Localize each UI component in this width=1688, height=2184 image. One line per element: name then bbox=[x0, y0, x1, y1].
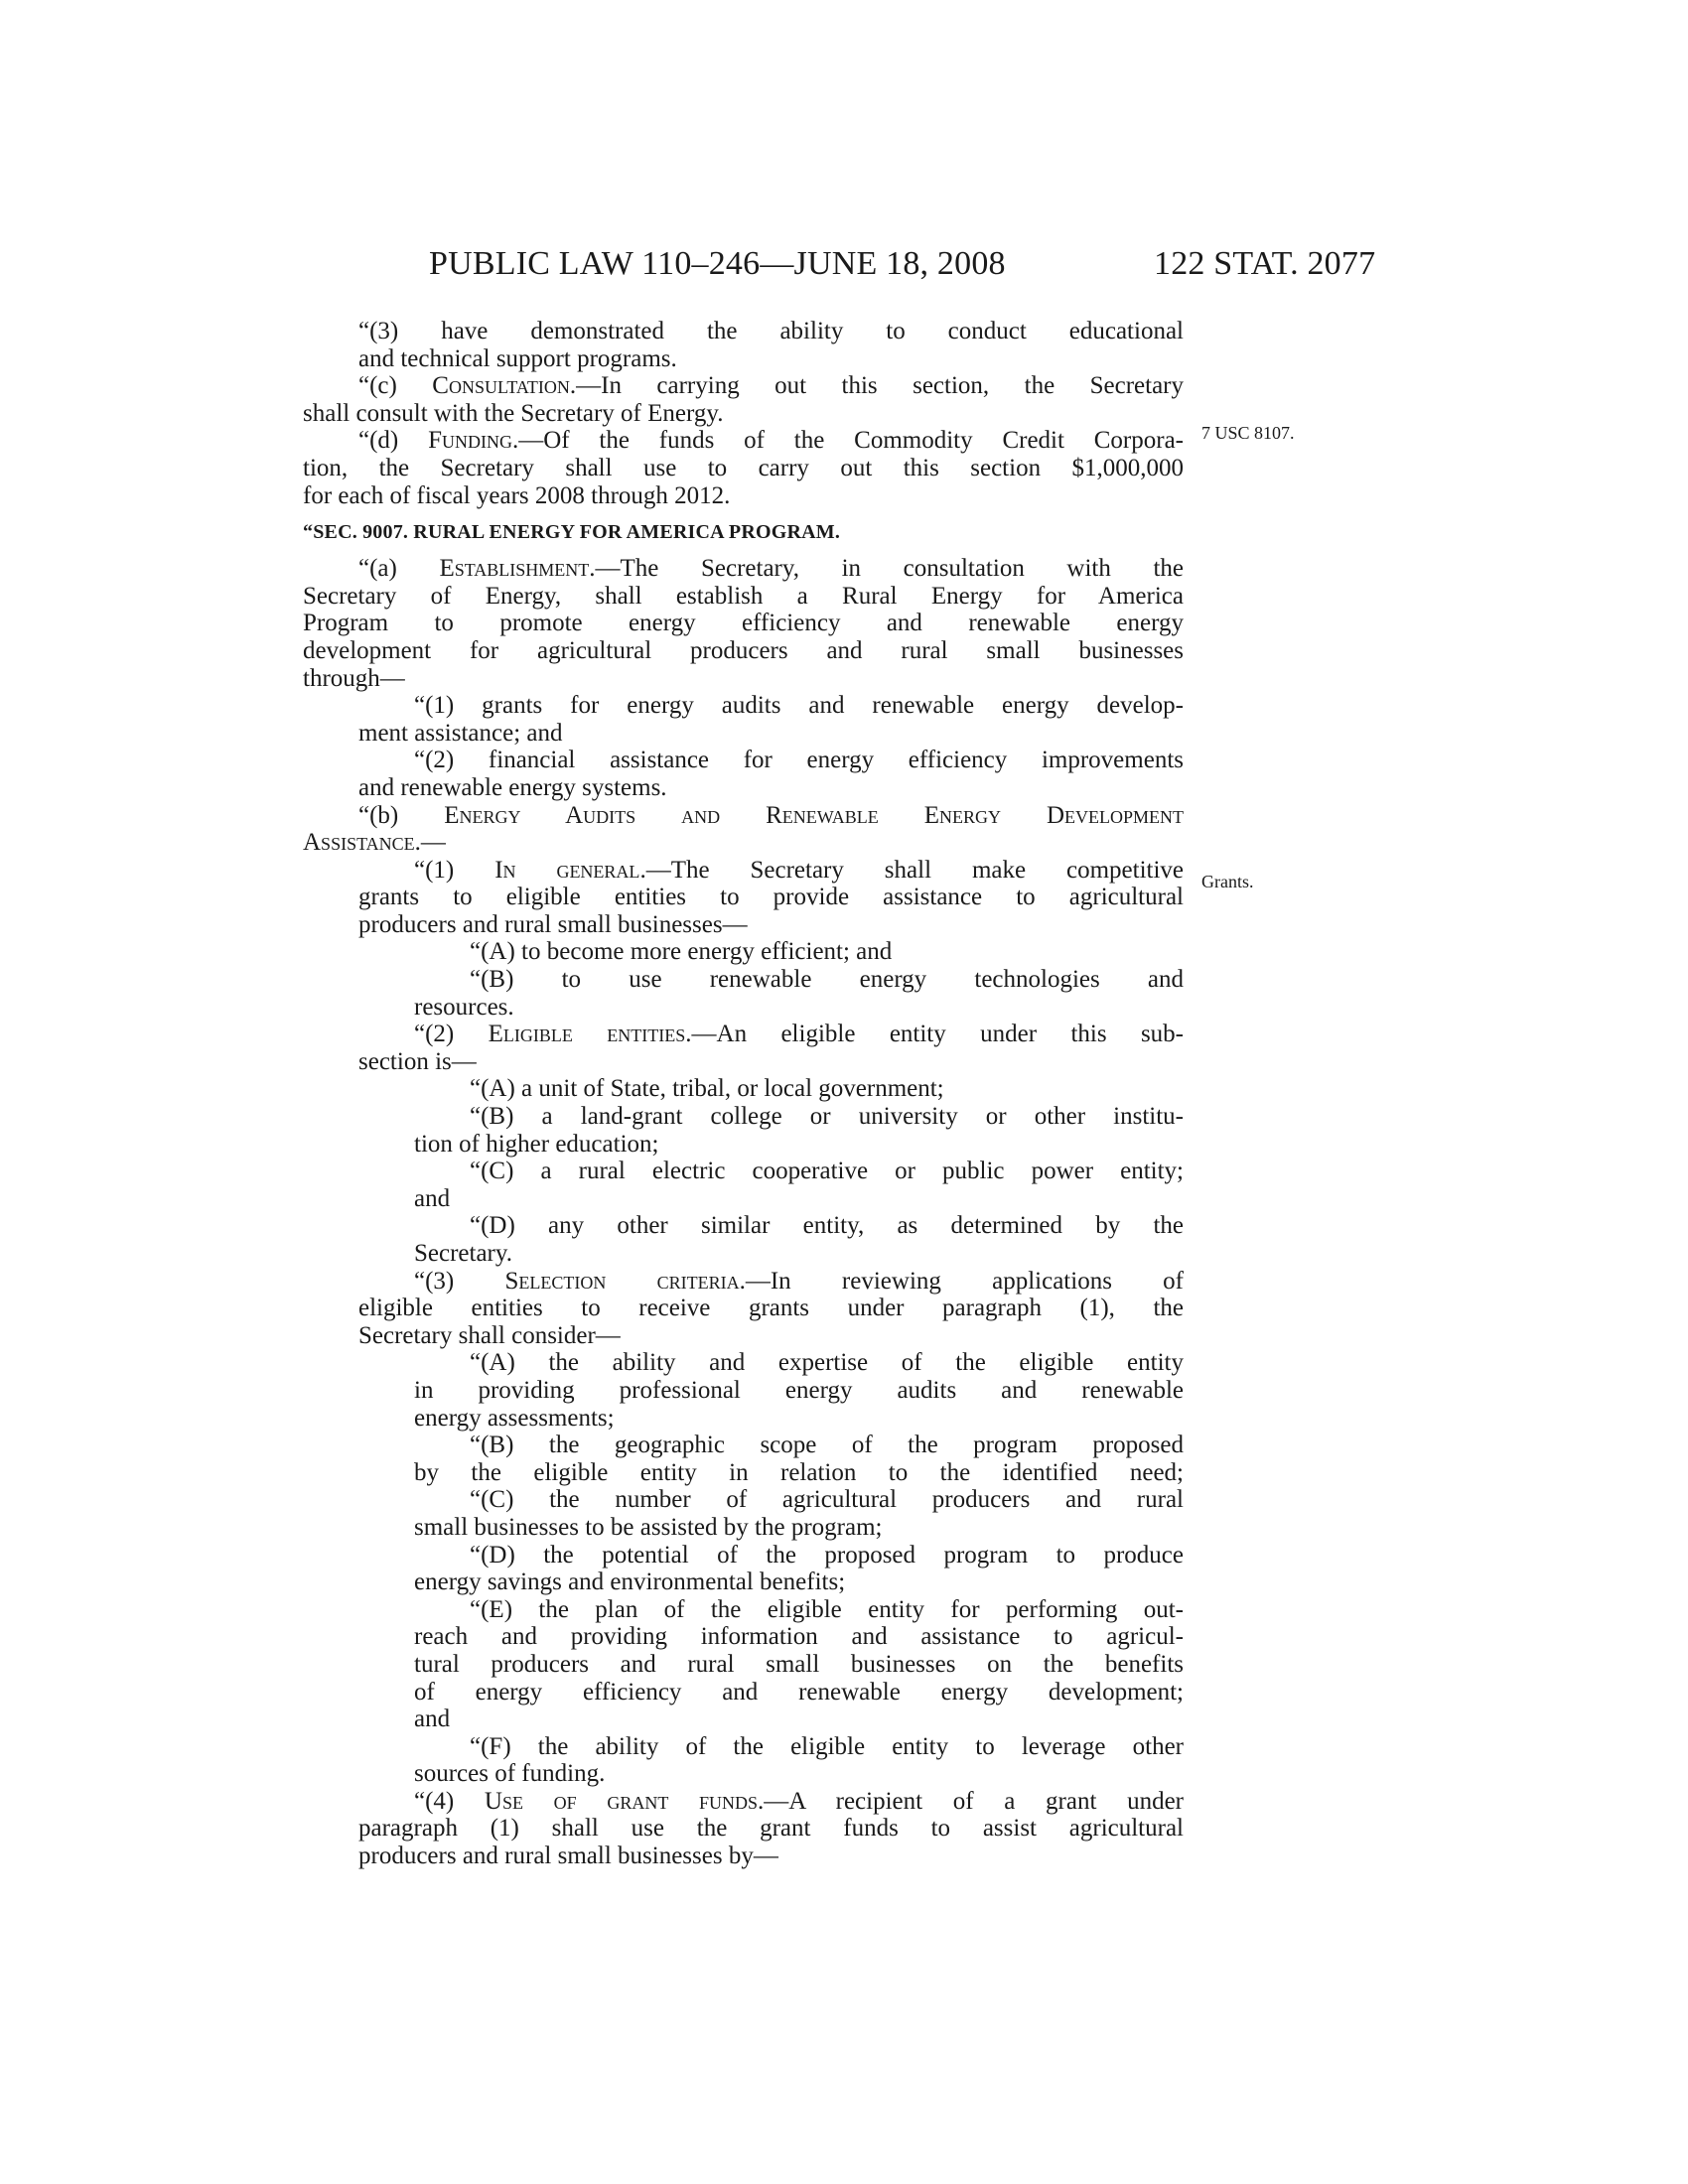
text-line: producers and rural small businesses by— bbox=[358, 1843, 778, 1870]
text-line: tion, the Secretary shall use to carry out this section $1,000,000 bbox=[303, 454, 1184, 481]
text-line: energy savings and environmental benefits; bbox=[414, 1569, 846, 1596]
text-line: paragraph (1) shall use the grant funds to assist agricultural bbox=[358, 1815, 1184, 1843]
text-line: “(3) have demonstrated the ability to conduct educational bbox=[358, 318, 1184, 344]
text-line: section is— bbox=[358, 1047, 477, 1075]
text-line: “(A) a unit of State, tribal, or local government; bbox=[470, 1075, 944, 1103]
subsection-title: Assistance bbox=[303, 829, 415, 857]
text-line: and bbox=[414, 1184, 451, 1212]
text-line: “(D) any other similar entity, as determined by the bbox=[470, 1212, 1184, 1240]
text-line: “(C) the number of agricultural producers and rural bbox=[470, 1486, 1184, 1514]
text-line: tural producers and rural small businesses on the benefits bbox=[414, 1650, 1184, 1678]
text-line: small businesses to be assisted by the program; bbox=[414, 1513, 883, 1541]
text-line: through— bbox=[303, 664, 405, 692]
paragraph-title: Selection criteria bbox=[504, 1267, 740, 1295]
text-line: “(4) Use of grant funds.—A recipient of a grant under bbox=[414, 1787, 1184, 1815]
text-line: resources. bbox=[414, 993, 514, 1021]
text-line: for each of fiscal years 2008 through 2012. bbox=[303, 481, 731, 509]
text-line: Secretary shall consider— bbox=[358, 1321, 621, 1349]
text-line: “(C) a rural electric cooperative or public power entity; bbox=[470, 1158, 1184, 1185]
text-line: “(B) to use renewable energy technologies and bbox=[470, 966, 1184, 994]
stat-page-number: 122 STAT. 2077 bbox=[1154, 245, 1376, 282]
text-line: “(F) the ability of the eligible entity to leverage other bbox=[470, 1732, 1184, 1760]
text-line: Secretary. bbox=[414, 1240, 513, 1267]
paragraph-title: Eligible entities bbox=[488, 1021, 686, 1048]
text-line: “(B) a land-grant college or university or other institu- bbox=[470, 1103, 1184, 1131]
section-heading: “SEC. 9007. RURAL ENERGY FOR AMERICA PROGRAM. bbox=[303, 521, 841, 544]
text-line: eligible entities to receive grants under paragraph (1), the bbox=[358, 1295, 1184, 1322]
text-line: “(3) Selection criteria.—In reviewing applications of bbox=[414, 1267, 1184, 1295]
text-line: “(1) In general.—The Secretary shall make competitive bbox=[414, 856, 1185, 884]
page-header bbox=[0, 245, 1688, 285]
text-line: development for agricultural producers and rural small businesses bbox=[303, 636, 1184, 664]
text-line: “(D) the potential of the proposed program to produce bbox=[470, 1541, 1184, 1569]
running-head: PUBLIC LAW 110–246—JUNE 18, 2008 bbox=[429, 245, 1006, 282]
paragraph-title: In general bbox=[494, 856, 640, 884]
text-line: Assistance.— bbox=[303, 829, 446, 857]
text-line: “(2) Eligible entities.—An eligible entity under this sub- bbox=[414, 1021, 1185, 1048]
text-line: reach and providing information and assistance to agricul- bbox=[414, 1623, 1184, 1651]
statute-body bbox=[303, 318, 1184, 1870]
text-line: “(c) Consultation.—In carrying out this section, the Secretary bbox=[358, 372, 1185, 400]
margin-note-grants: Grants. bbox=[1201, 872, 1254, 891]
text-line: “(2) financial assistance for energy efficiency improvements bbox=[414, 747, 1184, 774]
text-line: and renewable energy systems. bbox=[358, 773, 667, 801]
text-line: in providing professional energy audits and renewable bbox=[414, 1376, 1184, 1404]
margin-note-usc: 7 USC 8107. bbox=[1201, 423, 1295, 443]
text-line: and technical support programs. bbox=[358, 344, 677, 372]
text-line: “(b) Energy Audits and Renewable Energy Development bbox=[358, 801, 1185, 829]
subsection-title: Establishment bbox=[439, 555, 590, 583]
paragraph-title: Use of grant funds bbox=[484, 1787, 759, 1815]
text-line: “(E) the plan of the eligible entity for performing out- bbox=[470, 1595, 1184, 1623]
text-line: “(d) Funding.—Of the funds of the Commodity Credit Corpora- bbox=[358, 427, 1184, 455]
text-line: sources of funding. bbox=[414, 1760, 606, 1788]
text-line: ment assistance; and bbox=[358, 719, 563, 747]
text-line: and bbox=[414, 1706, 451, 1733]
text-line: producers and rural small businesses— bbox=[358, 910, 748, 938]
text-line: “(B) the geographic scope of the program proposed bbox=[470, 1432, 1184, 1459]
text-line: shall consult with the Secretary of Energy. bbox=[303, 399, 724, 427]
text-line: by the eligible entity in relation to the identified need; bbox=[414, 1458, 1184, 1486]
subsection-title: Consultation bbox=[432, 372, 570, 400]
text-line: Program to promote energy efficiency and renewable energy bbox=[303, 610, 1184, 637]
subsection-title: Funding bbox=[428, 427, 512, 455]
text-line: “(A) the ability and expertise of the eligible entity bbox=[470, 1349, 1184, 1377]
text-line: grants to eligible entities to provide assistance to agricultural bbox=[358, 884, 1184, 911]
text-line: of energy efficiency and renewable energy development; bbox=[414, 1678, 1184, 1706]
text-line: energy assessments; bbox=[414, 1404, 615, 1432]
text-line: tion of higher education; bbox=[414, 1130, 659, 1158]
text-line: “(1) grants for energy audits and renewable energy develop- bbox=[414, 692, 1184, 720]
text-line: “(a) Establishment.—The Secretary, in consultation with the bbox=[358, 555, 1184, 583]
subsection-title: Energy Audits and Renewable Energy Development bbox=[444, 801, 1185, 829]
text-line: Secretary of Energy, shall establish a Rural Energy for America bbox=[303, 582, 1184, 610]
text-line: “(A) to become more energy efficient; and bbox=[470, 938, 893, 966]
